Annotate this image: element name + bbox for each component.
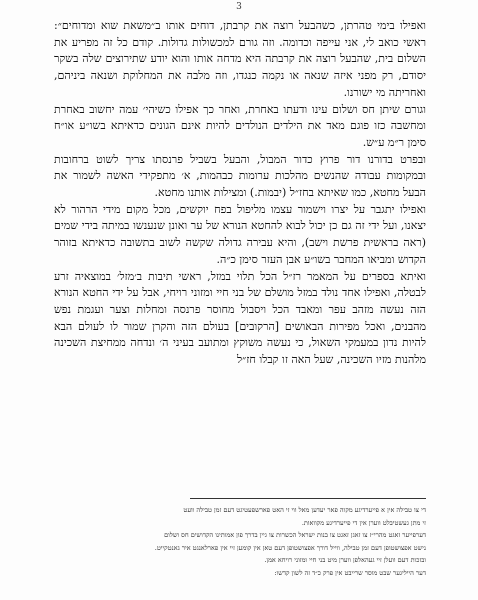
page-number: 3 bbox=[236, 2, 242, 12]
footnotes bbox=[54, 504, 426, 579]
footnote-line: דערפייער זאגט מהרי״ז צו זאגן זאגט צו בנות ישראל הכשרות צו גיין בדרך פון אמותינו הקדושים חס ושלום bbox=[164, 531, 426, 539]
main-text bbox=[54, 18, 426, 369]
paragraph: ובפרט בדורנו דור פרוץ כדור המבול, והבעל בשביל פרנסתו צריך לשוט ברחובות ובמקומות עבודה שהנשים מהלכות ערומות כבהמות, א׳ מתפקידי האשה לשמור את הבעל מחטא, כמו שאיתא בחז״ל (יבמות.) ומצילות אותנו מחטא. bbox=[54, 152, 426, 200]
paragraph: ואיתא בספרים על המאמר רז״ל הכל תלוי במזל, ראשי תיבות ב׳מזל׳ במוצאיה זרע לבטלה, ואפילו אחד נולד במזל מושלם של בני חיי ומזוני רויחי, אבל על ידי החטא הנורא הזה נעשה מזהב עפר ומאבד הכל ויסבול מחוסר פרנסה ומחלות וצער ועגמת נפש מהבנים, ואכל מפירות הבאושים [הרקובים] בעולם הזה והקרן שמור לו לעולם הבא להיות נדון במעמקי השאול, כי נעשה משוקץ ומתועב בעיני ה׳ ונדחה ממחיצת השכינה מלהנות מזיו השכינה, שעל האה זו קבלו חז״ל bbox=[54, 269, 426, 367]
footnote-line: נישט אפצושטופן דעם זמן טבילה, ווייל דורך אפצושטופן דעם טאן אין קומען זיי אין פארלאנגט איר גאנטקייט. bbox=[154, 543, 426, 552]
paragraph: ואפילו יתגבר על יצרו וישמור עצמו מליפול בפח יוקשים, מכל מקום מידי הרהור לא יצאנו, ועל ידי זה גם כן יכול לבוא להחטא הנורא של ער ואונן שנענשו במיתה בידי שמים (ראה בראשית פרשת וישב), והיא עבירה גדולה שקשה לשוב בתשובה כדאיתא בזוהר הקדוש ומביאו המחבר בשו״ע אבן העזר סימן כ״ה. bbox=[54, 202, 426, 266]
footnote-line: זי מתן געשטיבלט ווערן אין די פייערדיגע מקוואות. bbox=[301, 518, 426, 527]
footnote-divider bbox=[190, 498, 426, 499]
paragraph: וגורם שיתן חס ושלום עינו ודעתו באחרת, ואחר כך אפילו כשיהי׳ עמה יחשוב באחרת ומחשבה כזו פוגם מאד את הילדים הנולדים להיות אינם הגונים כדאיתא בשו״ע או״ח סימן ר״מ ע״ש. bbox=[54, 102, 426, 149]
footnote-line: ובזכות דעם וועלן זיי געהאלפן ווערן מיט בני חיי ומזוני רויחא אמן. bbox=[264, 556, 426, 564]
footnote-line: די צו טבילה אין א פייערדיגע מקוה פאר יעדען מאל ווי זי האט פארשפעטיגט דעם זמן טבילה וועט bbox=[183, 506, 426, 514]
footnote-line: דער הייליגער שבט מוסר שרייבט אין פרק כ״ד זה לשון קדשו: bbox=[274, 568, 426, 577]
paragraph: ואפילו בימי טהרתן, כשהבעל רוצה את קרבתן, דוחים אותו ב״משאת שוא ומדוחים״: ראשי כואב לי, אני עייפה וכדומה. וזה גורם למכשולות גדולות. קודם כל זה מפריע את השלום בית, שהבעל רוצה את קרבתה היא מדחה אותו והוא יודע שתירוצים שלה בשקר יסודם, רק מפני איזה שנאה או נקמה כנגדו, וזה מלבה את המחלוקת ושנאה ביניהם, ואחריתה מי ישורנו. bbox=[54, 19, 426, 99]
